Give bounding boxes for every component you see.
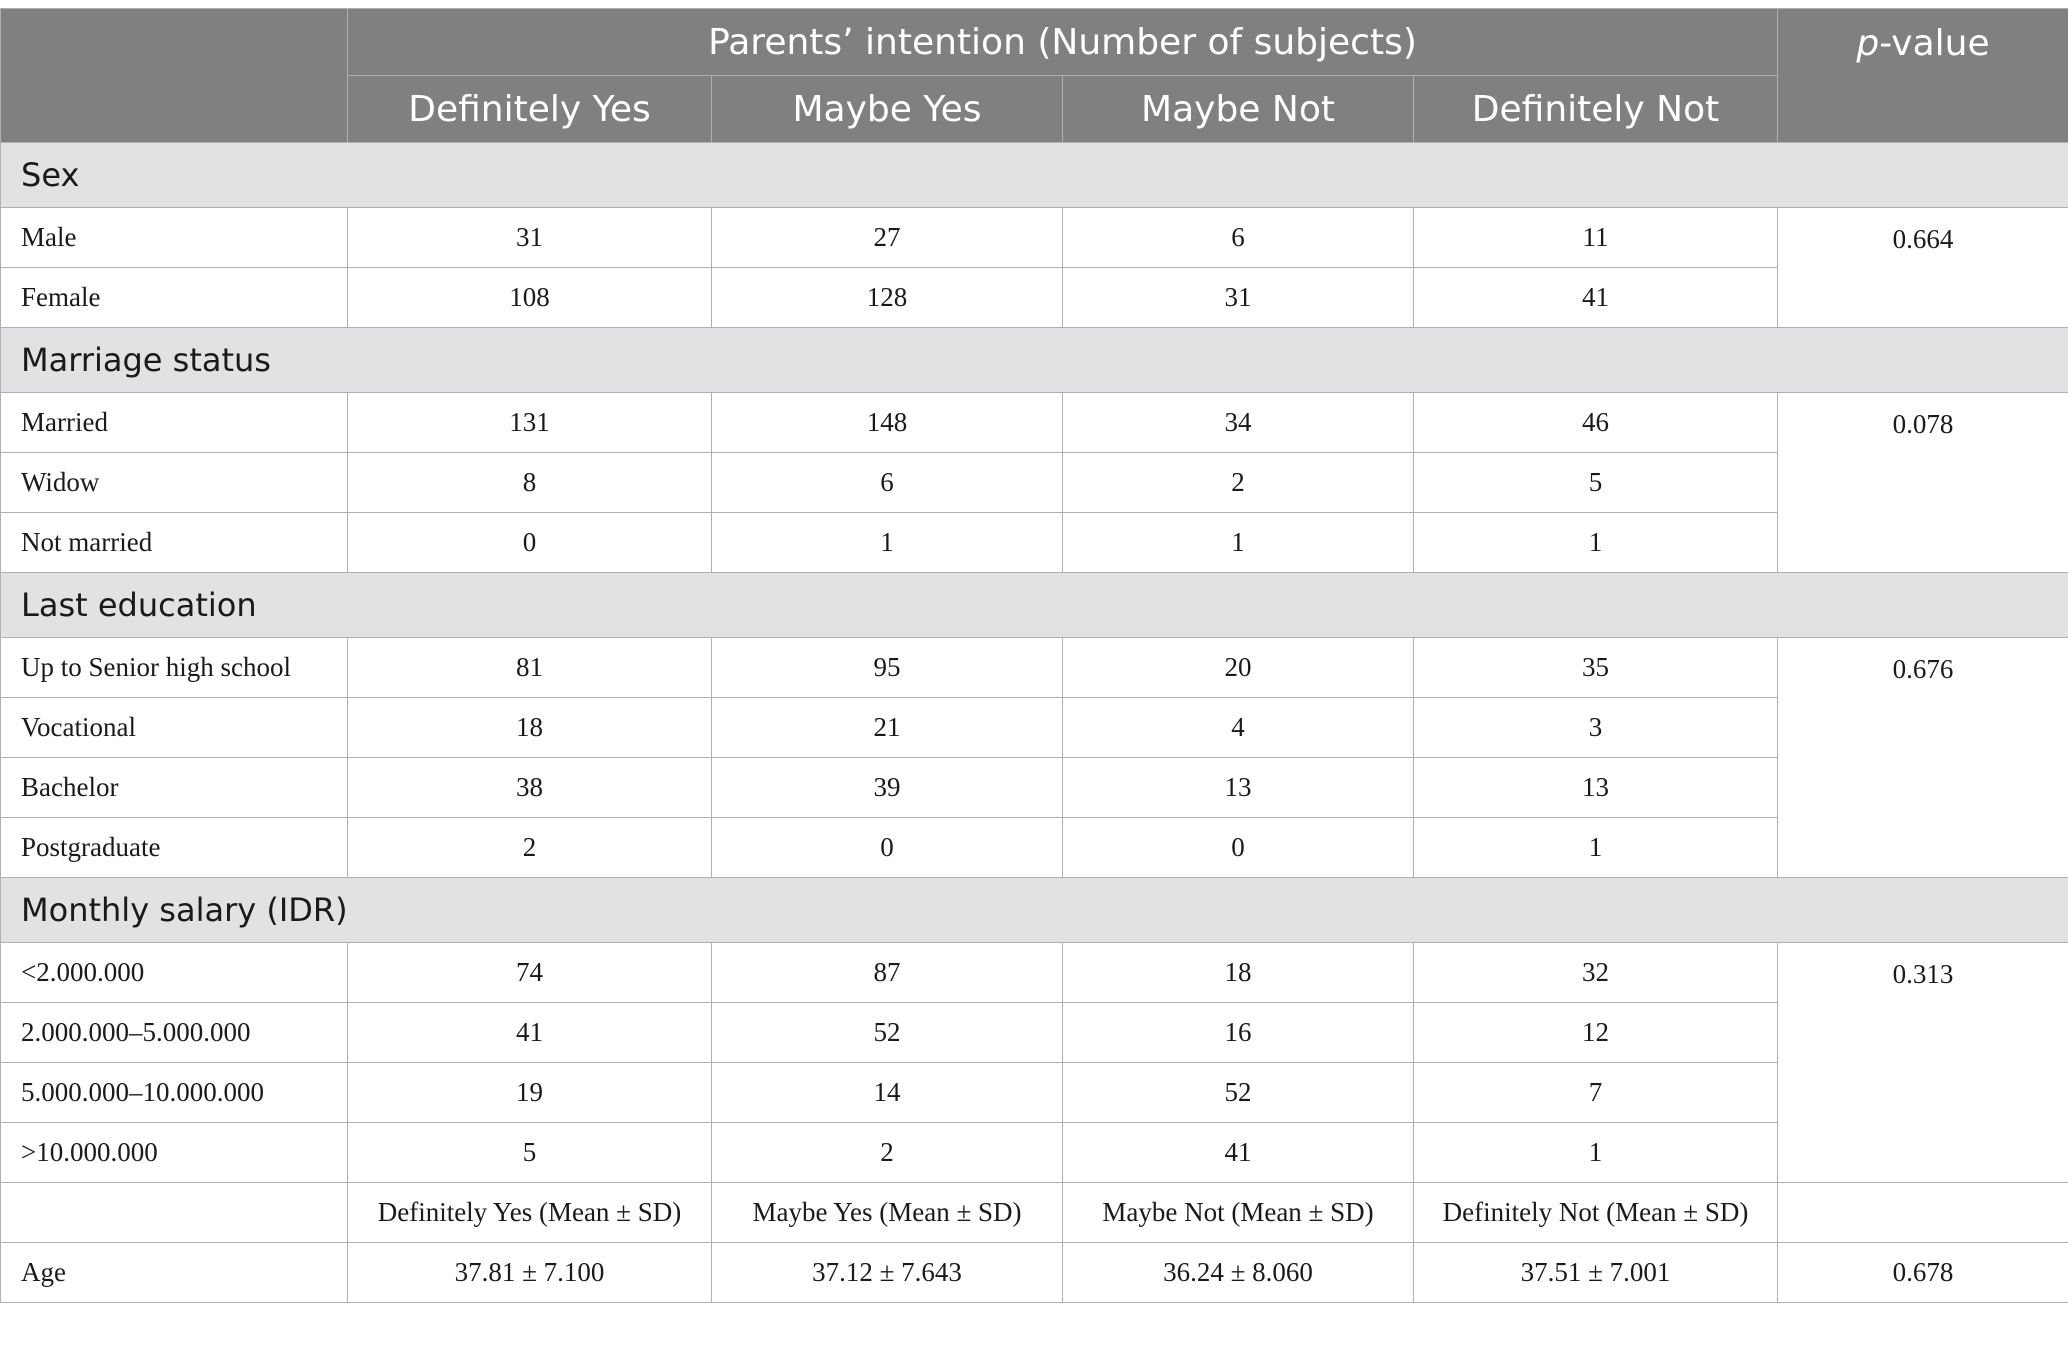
table-row — [1, 453, 2068, 513]
section-title: Monthly salary (IDR) — [1, 878, 2068, 943]
table-row — [1, 393, 2068, 453]
section-title: Sex — [1, 143, 2068, 208]
count-cell: 32 — [1414, 943, 1778, 1003]
table-row — [1, 943, 2068, 1003]
pvalue-cell: 0.664 — [1778, 208, 2068, 328]
count-cell: 1 — [1414, 818, 1778, 878]
pvalue-cell: 0.678 — [1778, 1243, 2068, 1303]
mean-subheader-cell: Definitely Not (Mean ± SD) — [1414, 1183, 1778, 1243]
section-title: Last education — [1, 573, 2068, 638]
count-cell: 13 — [1414, 758, 1778, 818]
count-cell: 38 — [348, 758, 712, 818]
demographics-table — [0, 8, 2068, 1303]
count-cell: 5 — [1414, 453, 1778, 513]
mean-sd-cell: 36.24 ± 8.060 — [1063, 1243, 1414, 1303]
count-cell: 52 — [712, 1003, 1063, 1063]
count-cell: 0 — [348, 513, 712, 573]
count-cell: 1 — [1414, 513, 1778, 573]
count-cell: 1 — [1063, 513, 1414, 573]
age-row — [1, 1243, 2068, 1303]
count-cell: 2 — [348, 818, 712, 878]
row-label: Postgraduate — [1, 818, 348, 878]
pvalue-cell: 0.078 — [1778, 393, 2068, 573]
mean-subheader-empty — [1, 1183, 348, 1243]
count-cell: 12 — [1414, 1003, 1778, 1063]
count-cell: 41 — [348, 1003, 712, 1063]
count-cell: 41 — [1063, 1123, 1414, 1183]
count-cell: 0 — [712, 818, 1063, 878]
count-cell: 41 — [1414, 268, 1778, 328]
section-title: Marriage status — [1, 328, 2068, 393]
row-label: Vocational — [1, 698, 348, 758]
count-cell: 18 — [1063, 943, 1414, 1003]
row-label: Married — [1, 393, 348, 453]
table-row — [1, 268, 2068, 328]
count-cell: 31 — [348, 208, 712, 268]
count-cell: 74 — [348, 943, 712, 1003]
row-label: Up to Senior high school — [1, 638, 348, 698]
count-cell: 95 — [712, 638, 1063, 698]
table-row — [1, 758, 2068, 818]
count-cell: 31 — [1063, 268, 1414, 328]
section-row — [1, 143, 2068, 208]
table-row — [1, 1063, 2068, 1123]
header-col-definitely-yes: Definitely Yes — [348, 76, 712, 143]
table-row — [1, 638, 2068, 698]
count-cell: 81 — [348, 638, 712, 698]
row-label: Male — [1, 208, 348, 268]
table-row — [1, 208, 2068, 268]
count-cell: 4 — [1063, 698, 1414, 758]
count-cell: 6 — [1063, 208, 1414, 268]
row-label: <2.000.000 — [1, 943, 348, 1003]
mean-subheader-empty — [1778, 1183, 2068, 1243]
count-cell: 5 — [348, 1123, 712, 1183]
count-cell: 13 — [1063, 758, 1414, 818]
table-row — [1, 513, 2068, 573]
table-header — [1, 9, 2068, 143]
count-cell: 18 — [348, 698, 712, 758]
count-cell: 131 — [348, 393, 712, 453]
count-cell: 1 — [1414, 1123, 1778, 1183]
count-cell: 35 — [1414, 638, 1778, 698]
count-cell: 108 — [348, 268, 712, 328]
count-cell: 52 — [1063, 1063, 1414, 1123]
count-cell: 39 — [712, 758, 1063, 818]
header-col-definitely-not: Definitely Not — [1414, 76, 1778, 143]
mean-subheader-cell: Maybe Yes (Mean ± SD) — [712, 1183, 1063, 1243]
section-row — [1, 878, 2068, 943]
count-cell: 34 — [1063, 393, 1414, 453]
row-label: Not married — [1, 513, 348, 573]
header-corner-cell — [1, 9, 348, 143]
mean-subheader-row — [1, 1183, 2068, 1243]
row-label: 5.000.000–10.000.000 — [1, 1063, 348, 1123]
count-cell: 46 — [1414, 393, 1778, 453]
count-cell: 87 — [712, 943, 1063, 1003]
mean-sd-cell: 37.81 ± 7.100 — [348, 1243, 712, 1303]
count-cell: 14 — [712, 1063, 1063, 1123]
row-label: >10.000.000 — [1, 1123, 348, 1183]
row-label: Widow — [1, 453, 348, 513]
section-row — [1, 328, 2068, 393]
mean-sd-cell: 37.51 ± 7.001 — [1414, 1243, 1778, 1303]
header-pvalue — [1778, 9, 2068, 143]
mean-sd-cell: 37.12 ± 7.643 — [712, 1243, 1063, 1303]
pvalue-cell: 0.313 — [1778, 943, 2068, 1183]
row-label: 2.000.000–5.000.000 — [1, 1003, 348, 1063]
count-cell: 21 — [712, 698, 1063, 758]
row-label: Female — [1, 268, 348, 328]
count-cell: 2 — [1063, 453, 1414, 513]
table-body — [1, 143, 2068, 1303]
count-cell: 20 — [1063, 638, 1414, 698]
table-row — [1, 1123, 2068, 1183]
mean-subheader-cell: Maybe Not (Mean ± SD) — [1063, 1183, 1414, 1243]
count-cell: 6 — [712, 453, 1063, 513]
table-row — [1, 818, 2068, 878]
section-row — [1, 573, 2068, 638]
mean-subheader-cell: Definitely Yes (Mean ± SD) — [348, 1183, 712, 1243]
header-col-maybe-not: Maybe Not — [1063, 76, 1414, 143]
count-cell: 8 — [348, 453, 712, 513]
row-label: Bachelor — [1, 758, 348, 818]
count-cell: 7 — [1414, 1063, 1778, 1123]
count-cell: 3 — [1414, 698, 1778, 758]
header-group-title: Parents’ intention (Number of subjects) — [348, 9, 1778, 76]
table-row — [1, 698, 2068, 758]
count-cell: 2 — [712, 1123, 1063, 1183]
pvalue-cell: 0.676 — [1778, 638, 2068, 878]
row-label: Age — [1, 1243, 348, 1303]
pvalue-italic-p: p — [1856, 23, 1880, 64]
count-cell: 128 — [712, 268, 1063, 328]
count-cell: 148 — [712, 393, 1063, 453]
pvalue-suffix: -value — [1879, 23, 1990, 64]
table-row — [1, 1003, 2068, 1063]
count-cell: 19 — [348, 1063, 712, 1123]
header-col-maybe-yes: Maybe Yes — [712, 76, 1063, 143]
count-cell: 11 — [1414, 208, 1778, 268]
count-cell: 27 — [712, 208, 1063, 268]
count-cell: 1 — [712, 513, 1063, 573]
count-cell: 0 — [1063, 818, 1414, 878]
count-cell: 16 — [1063, 1003, 1414, 1063]
